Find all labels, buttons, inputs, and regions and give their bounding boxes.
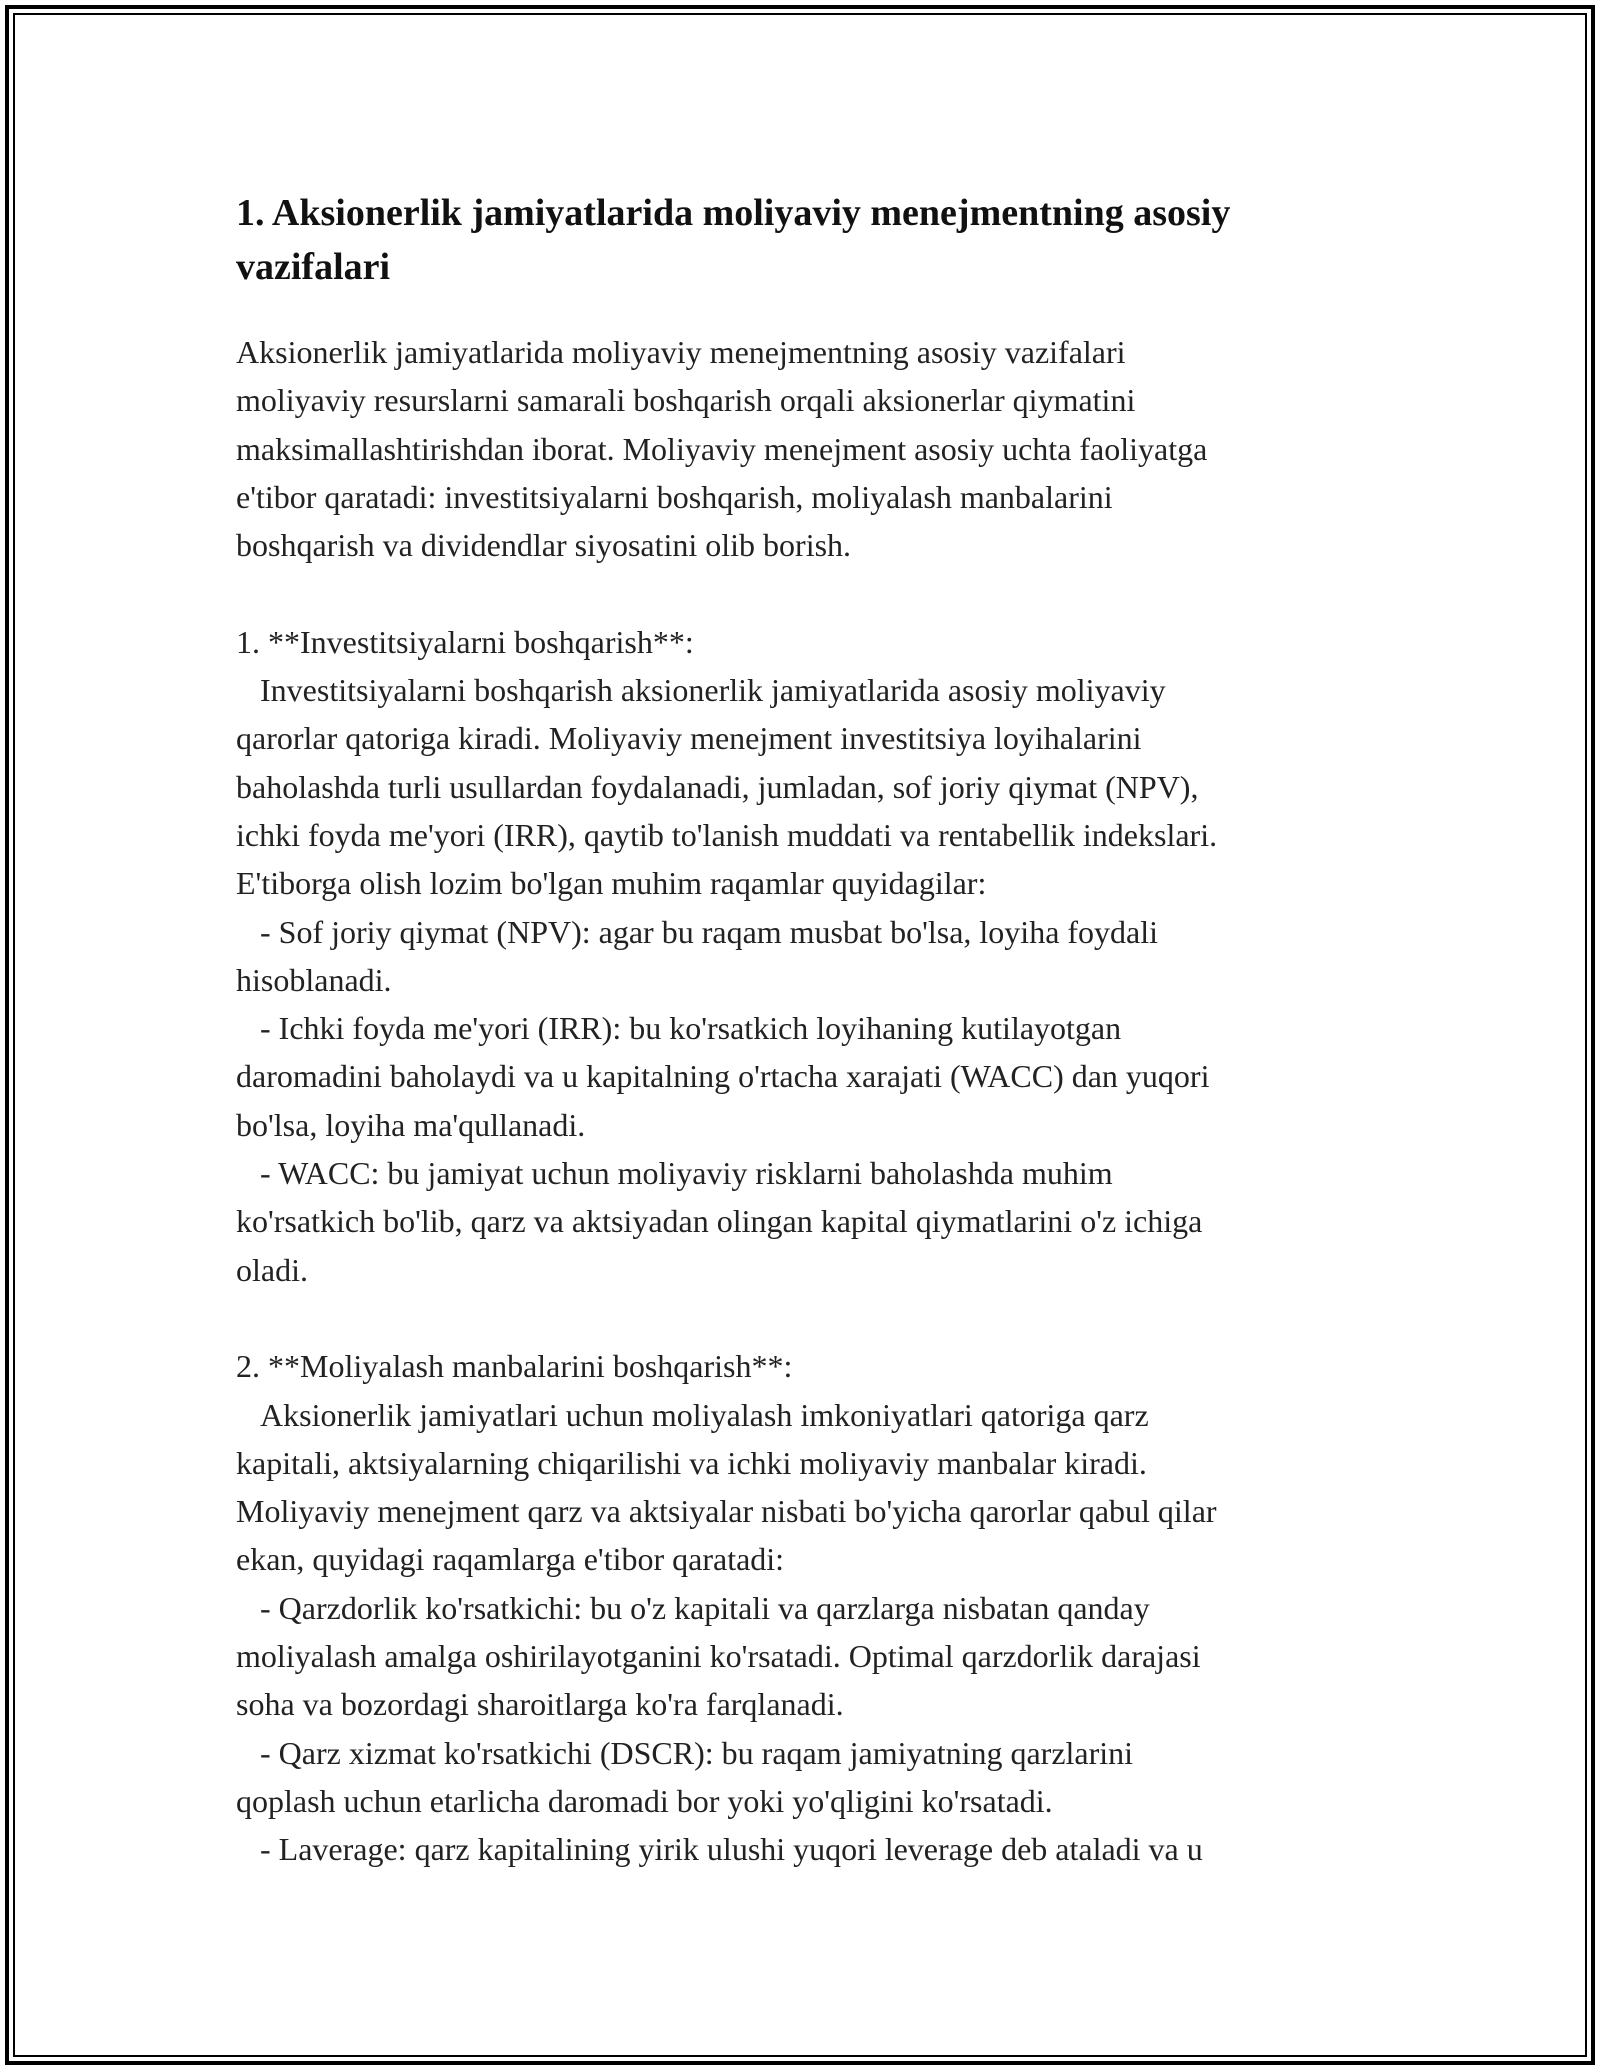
text-line: - Ichki foyda me'yori (IRR): bu ko'rsatkich loyihaning kutilayotgan [236,1010,1122,1047]
text-line [236,569,1376,617]
text-line: Moliyaviy menejment qarz va aktsiyalar nisbati bo'yicha qarorlar qabul qilar [236,1493,1217,1530]
text-line: ichki foyda me'yori (IRR), qaytib to'lanish muddati va rentabellik indekslari. [236,816,1218,853]
text-line: e'tibor qaratadi: investitsiyalarni boshqarish, moliyalash manbalarini [236,478,1113,515]
text-line: Investitsiyalarni boshqarish aksionerlik jamiyatlarida asosiy moliyaviy [236,672,1166,709]
text-line: kapitali, aktsiyalarning chiqarilishi va ichki moliyaviy manbalar kiradi. [236,1444,1147,1481]
text-line: moliyalash amalga oshirilayotganini ko'rsatadi. Optimal qarzdorlik darajasi [236,1638,1201,1675]
text-line: - Qarz xizmat ko'rsatkichi (DSCR): bu raqam jamiyatning qarzlarini [236,1734,1134,1771]
text-line: Aksionerlik jamiyatlari uchun moliyalash imkoniyatlari qatoriga qarz [236,1396,1149,1433]
text-line: qoplash uchun etarlicha daromadi bor yoki yo'qligini ko'rsatadi. [236,1782,1053,1819]
text-line: - Qarzdorlik ko'rsatkichi: bu o'z kapitali va qarzlarga nisbatan qanday [236,1589,1150,1626]
text-line: Aksionerlik jamiyatlarida moliyaviy menejmentning asosiy vazifalari [236,334,1126,370]
text-line: ekan, quyidagi raqamlarga e'tibor qaratadi: [236,1541,785,1578]
text-line: hisoblanadi. [236,961,392,998]
document-body [236,328,1376,1874]
text-line: ko'rsatkich bo'lib, qarz va aktsiyadan olingan kapital qiymatlarini o'z ichiga [236,1203,1203,1240]
text-line: bo'lsa, loyiha ma'qullanadi. [236,1106,586,1143]
text-line: oladi. [236,1251,308,1288]
document-page [236,186,1376,1874]
text-line: maksimallashtirishdan iborat. Moliyaviy menejment asosiy uchta faoliyatga [236,430,1208,467]
text-line: - WACC: bu jamiyat uchun moliyaviy risklarni baholashda muhim [236,1155,1113,1192]
text-line: E'tiborga olish lozim bo'lgan muhim raqamlar quyidagilar: [236,865,987,902]
document-title: 1. Aksionerlik jamiyatlarida moliyaviy menejmentning asosiy vazifalari [236,192,1231,288]
text-line: moliyaviy resurslarni samarali boshqarish orqali aksionerlar qiymatini [236,382,1136,419]
text-line: 2. **Moliyalash manbalarini boshqarish**: [236,1348,793,1385]
text-line: soha va bozordagi sharoitlarga ko'ra farqlanadi. [236,1686,844,1723]
text-line: 1. **Investitsiyalarni boshqarish**: [236,623,694,660]
text-line: daromadini baholaydi va u kapitalning o'rtacha xarajati (WACC) dan yuqori [236,1058,1210,1095]
text-line [236,1294,1376,1342]
text-line: boshqarish va dividendlar siyosatini olib borish. [236,527,852,564]
text-line: qarorlar qatoriga kiradi. Moliyaviy menejment investitsiya loyihalarini [236,720,1142,757]
text-line: - Sof joriy qiymat (NPV): agar bu raqam musbat bo'lsa, loyiha foydali [236,913,1159,950]
text-line: - Laverage: qarz kapitalining yirik ulushi yuqori leverage deb ataladi va u [236,1831,1203,1868]
text-line: baholashda turli usullardan foydalanadi, jumladan, sof joriy qiymat (NPV), [236,768,1199,805]
